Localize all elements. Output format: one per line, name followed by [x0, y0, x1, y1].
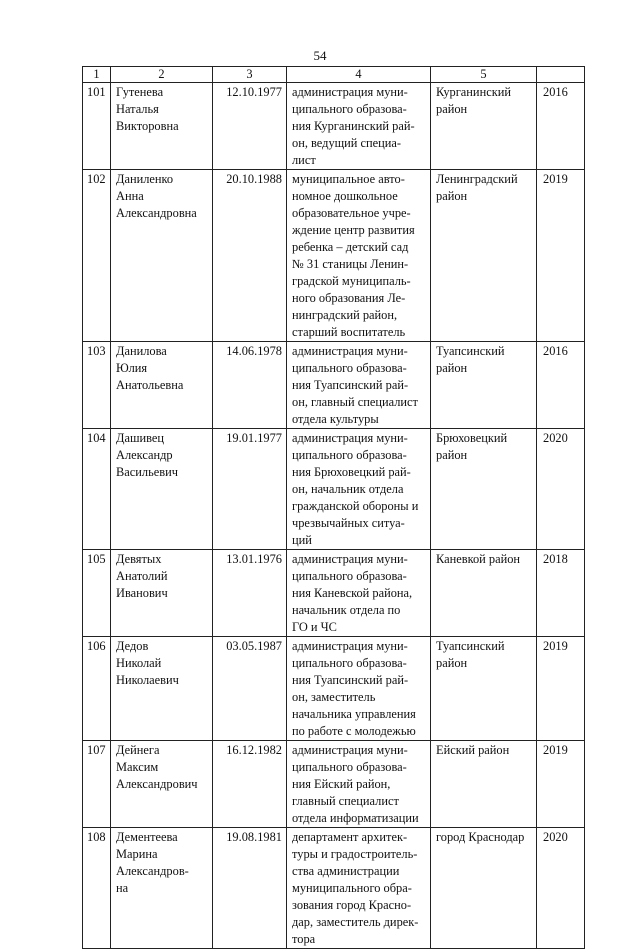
year-cell: 2020 — [537, 429, 585, 550]
position-cell-line: ципального образова- — [292, 656, 407, 670]
birth-date-cell: 19.08.1981 — [213, 828, 287, 949]
position-cell-line: начальника управления — [292, 707, 416, 721]
position-cell-line: ния Брюховецкий рай- — [292, 465, 411, 479]
position-cell-line: туры и градостроитель- — [292, 847, 418, 861]
table-header-row — [83, 67, 585, 83]
position-cell-line: администрация муни- — [292, 552, 408, 566]
position-cell-line: муниципальное авто- — [292, 172, 405, 186]
position-cell — [287, 342, 431, 429]
full-name-cell — [111, 429, 213, 550]
row-number-cell: 105 — [83, 550, 111, 637]
position-cell-line: муниципального обра- — [292, 881, 412, 895]
year-cell: 2018 — [537, 550, 585, 637]
table-body — [83, 83, 585, 949]
row-number-cell: 102 — [83, 170, 111, 342]
district-cell — [431, 637, 537, 741]
birth-date-cell: 14.06.1978 — [213, 342, 287, 429]
position-cell-line: администрация муни- — [292, 344, 408, 358]
row-number-cell: 108 — [83, 828, 111, 949]
position-cell-line: № 31 станицы Ленин- — [292, 257, 409, 271]
position-cell — [287, 170, 431, 342]
position-cell-line: начальник отдела по — [292, 603, 401, 617]
full-name-cell — [111, 741, 213, 828]
full-name-cell-line: Максим — [116, 760, 159, 774]
position-cell-line: лист — [292, 153, 316, 167]
full-name-cell-line: Дементеева — [116, 830, 178, 844]
birth-date-cell: 20.10.1988 — [213, 170, 287, 342]
position-cell-line: старший воспитатель — [292, 325, 406, 339]
district-cell-line: район — [436, 102, 468, 116]
district-cell-line: Ленинградский — [436, 172, 518, 186]
position-cell-line: администрация муни- — [292, 639, 408, 653]
position-cell-line: ципального образова- — [292, 448, 407, 462]
table-row — [83, 429, 585, 550]
position-cell — [287, 741, 431, 828]
full-name-cell — [111, 550, 213, 637]
full-name-cell — [111, 170, 213, 342]
position-cell-line: ципального образова- — [292, 102, 407, 116]
full-name-cell-line: Анна — [116, 189, 144, 203]
year-cell: 2019 — [537, 637, 585, 741]
row-number-cell: 101 — [83, 83, 111, 170]
full-name-cell — [111, 828, 213, 949]
position-cell-line: образовательное учре- — [292, 206, 411, 220]
full-name-cell-line: Дашивец — [116, 431, 165, 445]
district-cell-line: район — [436, 361, 468, 375]
row-number-cell: 107 — [83, 741, 111, 828]
district-cell-line: район — [436, 656, 468, 670]
district-cell-line: Брюховецкий — [436, 431, 508, 445]
position-cell-line: он, ведущий специа- — [292, 136, 402, 150]
position-cell-line: ципального образова- — [292, 361, 407, 375]
full-name-cell-line: Викторовна — [116, 119, 179, 133]
row-number-cell: 104 — [83, 429, 111, 550]
position-cell — [287, 429, 431, 550]
year-cell: 2019 — [537, 170, 585, 342]
position-cell-line: отдела культуры — [292, 412, 379, 426]
full-name-cell-line: Николаевич — [116, 673, 179, 687]
full-name-cell-line: Данилова — [116, 344, 167, 358]
table-row — [83, 637, 585, 741]
position-cell-line: ребенка – детский сад — [292, 240, 409, 254]
position-cell — [287, 550, 431, 637]
year-cell: 2019 — [537, 741, 585, 828]
full-name-cell-line: Марина — [116, 847, 158, 861]
row-number-cell: 106 — [83, 637, 111, 741]
position-cell-line: по работе с молодежью — [292, 724, 416, 738]
position-cell-line: дар, заместитель дирек- — [292, 915, 419, 929]
full-name-cell-line: Девятых — [116, 552, 162, 566]
position-cell-line: нинградский район, — [292, 308, 398, 322]
position-cell-line: ципального образова- — [292, 760, 407, 774]
district-cell-line: Курганинский — [436, 85, 511, 99]
position-cell — [287, 637, 431, 741]
position-cell-line: ного образования Ле- — [292, 291, 406, 305]
position-cell-line: администрация муни- — [292, 743, 408, 757]
full-name-cell-line: Анатольевна — [116, 378, 184, 392]
position-cell-line: градской муниципаль- — [292, 274, 411, 288]
column-header: 1 — [83, 67, 111, 83]
district-cell — [431, 170, 537, 342]
year-cell: 2016 — [537, 342, 585, 429]
full-name-cell — [111, 637, 213, 741]
table-row — [83, 828, 585, 949]
position-cell-line: ния Туапсинский рай- — [292, 673, 409, 687]
district-cell-line: район — [436, 189, 468, 203]
birth-date-cell: 19.01.1977 — [213, 429, 287, 550]
full-name-cell — [111, 342, 213, 429]
table-row — [83, 342, 585, 429]
district-cell — [431, 83, 537, 170]
position-cell-line: зования город Красно- — [292, 898, 412, 912]
full-name-cell-line: Александрович — [116, 777, 198, 791]
page-number: 54 — [313, 48, 327, 63]
year-cell: 2016 — [537, 83, 585, 170]
district-cell-line: город Краснодар — [436, 830, 525, 844]
table-row — [83, 83, 585, 170]
full-name-cell-line: Гутенева — [116, 85, 164, 99]
position-cell-line: ния Курганинский рай- — [292, 119, 415, 133]
position-cell-line: он, главный специалист — [292, 395, 418, 409]
table-row — [83, 170, 585, 342]
position-cell-line: ций — [292, 533, 312, 547]
position-cell-line: он, заместитель — [292, 690, 376, 704]
full-name-cell-line: Анатолий — [116, 569, 168, 583]
position-cell-line: ГО и ЧС — [292, 620, 337, 634]
full-name-cell-line: Александровна — [116, 206, 197, 220]
full-name-cell-line: Васильевич — [116, 465, 178, 479]
position-cell-line: тора — [292, 932, 316, 946]
birth-date-cell: 12.10.1977 — [213, 83, 287, 170]
district-cell-line: Туапсинский — [436, 639, 505, 653]
full-name-cell-line: на — [116, 881, 129, 895]
column-header: 5 — [431, 67, 537, 83]
position-cell-line: ждение центр развития — [292, 223, 415, 237]
district-cell-line: район — [436, 448, 468, 462]
birth-date-cell: 13.01.1976 — [213, 550, 287, 637]
birth-date-cell: 16.12.1982 — [213, 741, 287, 828]
position-cell-line: отдела информатизации — [292, 811, 419, 825]
year-cell: 2020 — [537, 828, 585, 949]
personnel-table — [82, 66, 585, 949]
district-cell-line: Туапсинский — [436, 344, 505, 358]
position-cell-line: департамент архитек- — [292, 830, 408, 844]
column-header — [537, 67, 585, 83]
column-header: 3 — [213, 67, 287, 83]
full-name-cell-line: Дедов — [116, 639, 149, 653]
column-header: 4 — [287, 67, 431, 83]
full-name-cell-line: Александр — [116, 448, 173, 462]
full-name-cell-line: Наталья — [116, 102, 159, 116]
position-cell-line: он, начальник отдела — [292, 482, 404, 496]
district-cell — [431, 429, 537, 550]
position-cell-line: администрация муни- — [292, 431, 408, 445]
district-cell — [431, 828, 537, 949]
position-cell-line: ния Ейский район, — [292, 777, 391, 791]
district-cell-line: Каневкой район — [436, 552, 521, 566]
position-cell-line: гражданской обороны и — [292, 499, 419, 513]
district-cell — [431, 741, 537, 828]
table-row — [83, 741, 585, 828]
position-cell-line: ципального образова- — [292, 569, 407, 583]
position-cell-line: ния Каневской района, — [292, 586, 413, 600]
district-cell-line: Ейский район — [436, 743, 510, 757]
column-header: 2 — [111, 67, 213, 83]
full-name-cell-line: Даниленко — [116, 172, 174, 186]
full-name-cell-line: Александров- — [116, 864, 189, 878]
position-cell-line: ства администрации — [292, 864, 400, 878]
full-name-cell-line: Иванович — [116, 586, 168, 600]
table-row — [83, 550, 585, 637]
position-cell — [287, 83, 431, 170]
position-cell-line: главный специалист — [292, 794, 399, 808]
position-cell-line: номное дошкольное — [292, 189, 398, 203]
position-cell-line: ния Туапсинский рай- — [292, 378, 409, 392]
position-cell-line: администрация муни- — [292, 85, 408, 99]
birth-date-cell: 03.05.1987 — [213, 637, 287, 741]
position-cell-line: чрезвычайных ситуа- — [292, 516, 405, 530]
row-number-cell: 103 — [83, 342, 111, 429]
full-name-cell-line: Дейнега — [116, 743, 160, 757]
district-cell — [431, 550, 537, 637]
full-name-cell — [111, 83, 213, 170]
district-cell — [431, 342, 537, 429]
position-cell — [287, 828, 431, 949]
full-name-cell-line: Юлия — [116, 361, 148, 375]
full-name-cell-line: Николай — [116, 656, 162, 670]
